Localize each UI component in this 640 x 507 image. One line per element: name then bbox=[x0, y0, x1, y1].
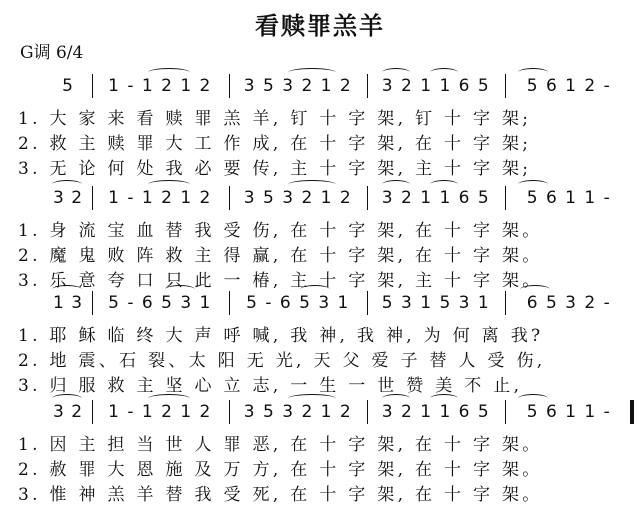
lyric-verse-1: 1. 因 主 担 当 世 人 罪 恶, 在 十 字 架, 在 十 字 架。 bbox=[18, 435, 543, 454]
lyric-verse-3: 3. 乐 意 夸 口 只 此 一 椿, 主 十 字 架, 主 十 字 架。 bbox=[18, 271, 543, 290]
notation-row bbox=[0, 392, 640, 426]
lyric-verse-2: 2. 地 震、石 裂、太 阳 无 光, 天 父 爱 子 替 人 受 伤, bbox=[18, 351, 546, 370]
slur-arc bbox=[288, 180, 336, 189]
bar-line bbox=[367, 186, 368, 210]
slur-arc bbox=[288, 68, 336, 77]
bar-line bbox=[505, 74, 506, 98]
lyric-verse-2: 2. 魔 鬼 败 阵 救 主 得 赢, 在 十 字 架, 在 十 字 架。 bbox=[18, 246, 543, 265]
lyric-verse-1: 1. 身 流 宝 血 替 我 受 伤, 在 十 字 架, 在 十 字 架。 bbox=[18, 221, 543, 240]
bar-line bbox=[505, 400, 506, 424]
bar-line bbox=[92, 291, 93, 315]
hymn-title: 看赎罪羔羊 bbox=[255, 11, 385, 40]
bar-line bbox=[505, 291, 506, 315]
bar-line bbox=[229, 291, 230, 315]
bar-line bbox=[229, 74, 230, 98]
slur-arc bbox=[520, 285, 550, 294]
lyric-verse-3: 3. 惟 神 羔 羊 替 我 受 死, 在 十 字 架, 在 十 字 架。 bbox=[18, 485, 543, 504]
lyric-verse-2: 2. 赦 罪 大 恩 施 及 万 方, 在 十 字 架, 在 十 字 架。 bbox=[18, 460, 543, 479]
slur-arc bbox=[288, 394, 336, 403]
lyric-verse-3: 3. 无 论 何 处 我 必 要 传, 主 十 字 架, 主 十 字 架; bbox=[18, 159, 532, 178]
bar-line bbox=[92, 74, 93, 98]
slur-arc bbox=[148, 68, 190, 77]
bar-line bbox=[92, 400, 93, 424]
measure-1: 5 - 6 5 3 1 bbox=[108, 293, 212, 313]
lyric-verse-1: 1. 大 家 来 看 赎 罪 羔 羊, 钉 十 字 架, 钉 十 字 架; bbox=[18, 109, 532, 128]
bar-line bbox=[367, 291, 368, 315]
measure-4: 5 6 1 1 - bbox=[526, 188, 612, 208]
slur-arc bbox=[148, 180, 190, 189]
bar-line bbox=[367, 74, 368, 98]
slur-arc bbox=[382, 180, 410, 189]
pickup-notes: 5 bbox=[62, 76, 74, 96]
bar-line bbox=[505, 186, 506, 210]
slur-arc bbox=[52, 180, 82, 189]
measure-1: 1 - 1 2 1 2 bbox=[108, 76, 212, 96]
lyric-verse-1: 1. 耶 稣 临 终 大 声 呼 喊, 我 神, 我 神, 为 何 离 我? bbox=[18, 326, 544, 345]
measure-3: 5 3 1 5 3 1 bbox=[381, 293, 491, 313]
measure-1: 1 - 1 2 1 2 bbox=[108, 402, 212, 422]
slur-arc bbox=[382, 68, 410, 77]
score-system-3 bbox=[0, 283, 640, 395]
lyric-verse-2: 2. 救 主 赎 罪 大 工 作 成, 在 十 字 架, 在 十 字 架; bbox=[18, 134, 532, 153]
slur-arc bbox=[430, 68, 458, 77]
notation-row bbox=[0, 178, 640, 212]
slur-arc bbox=[300, 285, 330, 294]
pickup-notes: 1 3 bbox=[52, 293, 84, 313]
bar-line bbox=[92, 186, 93, 210]
measure-3: 3 2 1 1 6 5 bbox=[381, 76, 491, 96]
measure-3: 3 2 1 1 6 5 bbox=[381, 402, 491, 422]
measure-4: 5 6 1 2 - bbox=[526, 76, 612, 96]
slur-arc bbox=[52, 285, 82, 294]
measure-1: 1 - 1 2 1 2 bbox=[108, 188, 212, 208]
measure-4: 5 6 1 1 - bbox=[526, 402, 612, 422]
slur-arc bbox=[518, 180, 548, 189]
measure-3: 3 2 1 1 6 5 bbox=[381, 188, 491, 208]
slur-arc bbox=[148, 394, 190, 403]
score-system-2 bbox=[0, 178, 640, 290]
bar-line bbox=[229, 186, 230, 210]
slur-arc bbox=[518, 394, 548, 403]
measure-2: 3 5 3 2 1 2 bbox=[243, 402, 353, 422]
bar-line bbox=[229, 400, 230, 424]
measure-4: 6 5 3 2 - bbox=[526, 293, 612, 313]
final-bar-line bbox=[630, 400, 634, 424]
slur-arc bbox=[382, 394, 410, 403]
measure-2: 5 - 6 5 3 1 bbox=[246, 293, 350, 313]
slur-arc bbox=[430, 180, 458, 189]
lyric-verse-3: 3. 归 服 救 主 坚 心 立 志, 一 生 一 世 赞 美 不 止, bbox=[18, 376, 523, 395]
slur-arc bbox=[52, 394, 82, 403]
score-system-1 bbox=[0, 66, 640, 178]
bar-line bbox=[367, 400, 368, 424]
notation-row bbox=[0, 66, 640, 100]
measure-2: 3 5 3 2 1 2 bbox=[243, 76, 353, 96]
slur-arc bbox=[165, 285, 195, 294]
measure-2: 3 5 3 2 1 2 bbox=[243, 188, 353, 208]
notation-row bbox=[0, 283, 640, 317]
score-system-4 bbox=[0, 392, 640, 504]
pickup-notes: 3 2 bbox=[52, 402, 84, 422]
pickup-notes: 3 2 bbox=[52, 188, 84, 208]
slur-arc bbox=[430, 394, 458, 403]
key-signature: G调 6/4 bbox=[20, 43, 84, 63]
slur-arc bbox=[518, 68, 548, 77]
